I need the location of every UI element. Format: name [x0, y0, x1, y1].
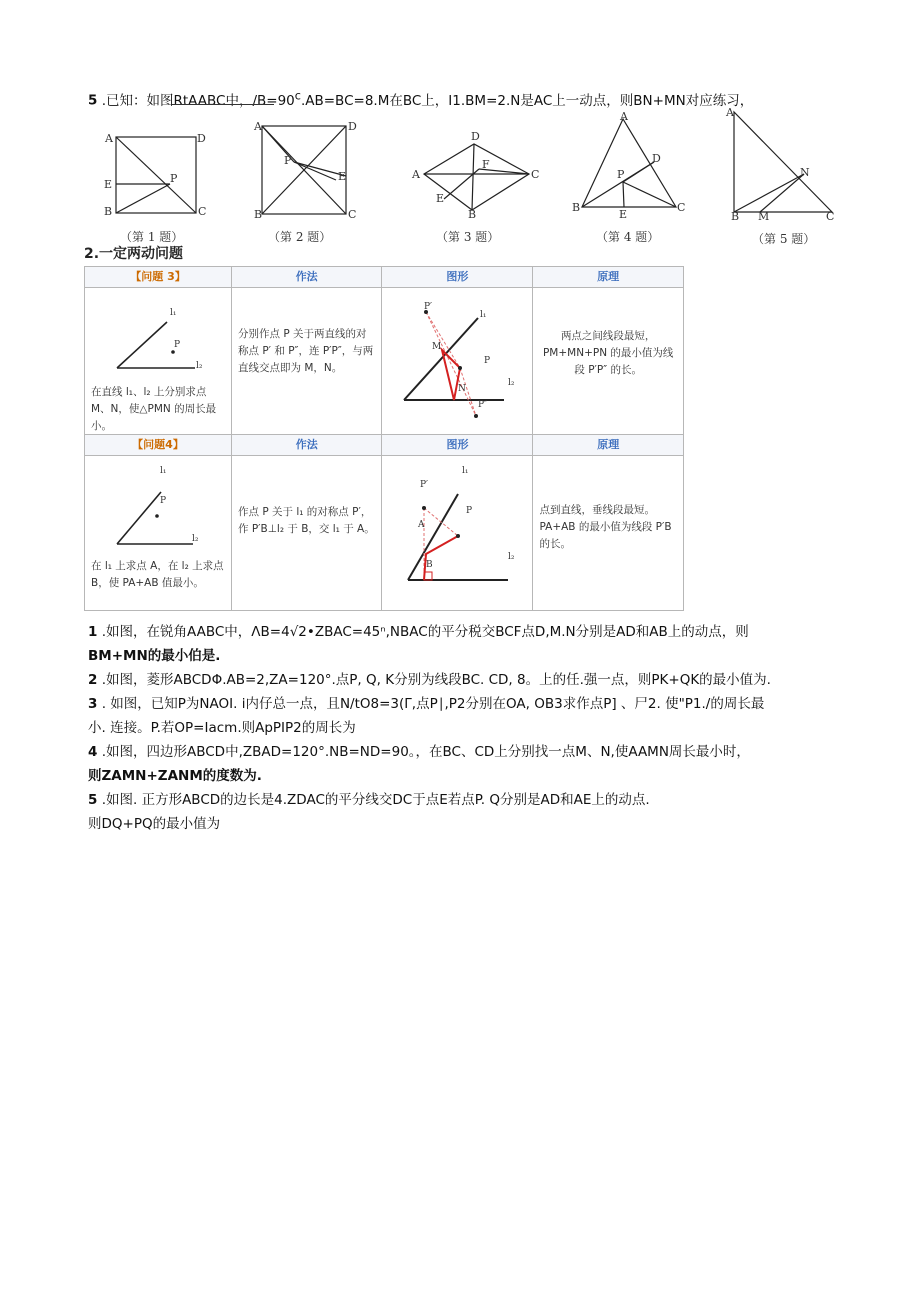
- t2-header-principle: 原理: [533, 435, 684, 456]
- problem3-table: [84, 266, 684, 440]
- t1-method-text: 分别作点 P 关于两直线的对称点 P′ 和 P″，连 P′P″，与两直线交点即为 M，N。: [238, 328, 374, 374]
- t1-label-l2: l₂: [196, 361, 203, 371]
- t2-figure-diagram: [382, 456, 532, 606]
- t1-label-l1: l₁: [170, 308, 177, 318]
- problem-text: .如图，四边形ABCD中,ZBAD=120°.NB=ND=90。，在BC、CD上分别找一点M、N,使AAMN周长最小时，: [101, 744, 750, 760]
- problem-1-line1: [88, 622, 749, 642]
- fig3-label-b: B: [468, 208, 477, 221]
- t2-header-problem: 【问题4】: [85, 435, 232, 456]
- q4-label-p: P: [160, 496, 167, 506]
- fig1-label-a: A: [105, 132, 113, 145]
- fig2-label-a: A: [254, 120, 262, 133]
- t2-method-cell: [232, 456, 382, 611]
- t1-problem-diagram: [85, 288, 231, 376]
- intro-text: .已知：如图RtAABC中，$/B=90^c.AB=BC=8.M$在BC上，I1.BM=2.N是AC上一动点，则BN+MN对应练习，: [101, 89, 754, 109]
- t2-principle-cell: [533, 456, 684, 611]
- intro-number: 5: [88, 92, 98, 109]
- t2-label-l2: l₂: [508, 378, 515, 388]
- t1-header-principle: 原理: [533, 267, 684, 288]
- problem-text: .如图，在锐角AABC中，ΛB=4√2•ZBAC=45ⁿ,NBAC的平分税交BCF点D,M.N分别是AD和AB上的动点，则: [101, 624, 749, 640]
- t2-problem-cell: [85, 456, 232, 611]
- t1-label-p: P: [174, 340, 181, 350]
- t1-header-method: 作法: [232, 267, 382, 288]
- problem-5-line2: 则DQ+PQ的最小值为: [88, 816, 221, 832]
- problem-4-line2: 则ZAMN+ZANM的度数为.: [88, 768, 262, 784]
- fig1-label-c: C: [198, 205, 207, 218]
- caption-fig4: （第 4 题）: [596, 230, 660, 244]
- q4f-label-p: P: [466, 506, 473, 516]
- problem-4-line1: [88, 742, 750, 762]
- q4-label-l2: l₂: [192, 534, 199, 544]
- t2-method-text: 作点 P 关于 l₁ 的对称点 P′，作 P′B⊥l₂ 于 B，交 l₁ 于 A。: [238, 506, 375, 535]
- fig4-label-p: P: [617, 168, 625, 181]
- t1-problem-cell: [85, 288, 232, 440]
- problem-2-line1: [88, 670, 771, 690]
- t2-header-figure: 图形: [382, 435, 533, 456]
- q4f-label-pprime: P′: [420, 480, 429, 490]
- t2-label-pdouble: P″: [478, 400, 488, 410]
- problem-text: .如图. 正方形ABCD的边长是4.ZDAC的平分线交DC于点E若点P. Q分别是AD和AE上的动点.: [101, 792, 650, 808]
- problem-number: 5: [88, 792, 98, 808]
- q4f-label-l1: l₁: [462, 466, 469, 476]
- fig3-label-f: F: [482, 158, 490, 171]
- q4f-label-l2: l₂: [508, 552, 515, 562]
- caption-fig2: （第 2 题）: [268, 230, 332, 244]
- t2-problem-diagram: [85, 456, 231, 550]
- fig5-label-b: B: [731, 210, 740, 223]
- t2-problem-text: 在 l₁ 上求点 A，在 l₂ 上求点 B，使 PA+AB 值最小。: [91, 560, 224, 589]
- caption-fig1: （第 1 题）: [120, 230, 184, 244]
- q4f-label-a: A: [418, 520, 425, 530]
- t1-problem-text: 在直线 l₁、l₂ 上分别求点 M、N，使△PMN 的周长最小。: [91, 386, 217, 432]
- fig5-label-m: M: [758, 210, 770, 223]
- fig2-label-p: P: [284, 154, 292, 167]
- problem-1-line2: BM+MN的最小伯是.: [88, 648, 221, 664]
- problem-text: . 如图，已知P为NAOI. i内仔总一点，且N/tO8=3(Γ,点P∣,P2分别在OA, OB3求作点P] 、尸2. 使"P1./的周长最: [101, 696, 765, 712]
- t1-header-figure: 图形: [382, 267, 533, 288]
- t1-header-problem: 【问题 3】: [85, 267, 232, 288]
- q4f-label-b: B: [426, 560, 433, 570]
- fig5-label-n: N: [800, 166, 810, 179]
- t2-label-p: P: [484, 356, 491, 366]
- problem-3-line2: 小. 连接。P.若OP=Iacm.则ApPIP2的周长为: [88, 720, 356, 736]
- fig2-label-e: E: [338, 170, 347, 183]
- fig3-label-e: E: [436, 192, 445, 205]
- problem-number: 2: [88, 672, 98, 688]
- caption-fig3: （第 3 题）: [436, 230, 500, 244]
- problem-3-line1: [88, 694, 764, 714]
- section-title: 2.一定两动问题: [84, 246, 184, 262]
- t2-label-n: N: [458, 384, 466, 394]
- t2-label-m: M: [432, 342, 442, 352]
- fig3-label-d: D: [471, 130, 480, 143]
- fig1-label-d: D: [197, 132, 206, 145]
- fig1-label-p: P: [170, 172, 178, 185]
- t2-label-pprime: P′: [424, 302, 433, 312]
- t1-method-cell: [232, 288, 382, 440]
- fig3-label-c: C: [531, 168, 540, 181]
- fig5-label-c: C: [826, 210, 835, 223]
- fig1-label-e: E: [104, 178, 113, 191]
- t2-principle-text: 点到直线，垂线段最短。PA+AB 的最小值为线段 P′B 的长。: [539, 504, 672, 550]
- fig2-label-b: B: [254, 208, 263, 221]
- problem-number: 3: [88, 696, 98, 712]
- fig5-label-a: A: [726, 106, 734, 119]
- fig2-label-d: D: [348, 120, 357, 133]
- problem4-table: [84, 434, 684, 611]
- t2-figure-cell: [382, 456, 533, 611]
- t1-principle-cell: [533, 288, 684, 440]
- fig3-label-a: A: [412, 168, 420, 181]
- t1-figure-diagram: [382, 288, 532, 428]
- fig1-label-b: B: [104, 205, 113, 218]
- fig4-label-b: B: [572, 201, 581, 214]
- problem-text: .如图，菱形ABCDΦ.AB=2,ZA=120°.点P, Q, K分别为线段BC. CD, 8。上的任.强一点，则PK+QK的最小值为.: [101, 672, 771, 688]
- fig4-label-e: E: [619, 208, 628, 221]
- problem-number: 4: [88, 744, 98, 760]
- fig4-label-a: A: [620, 110, 628, 123]
- t2-header-method: 作法: [232, 435, 382, 456]
- fig4-label-c: C: [677, 201, 686, 214]
- t1-figure-cell: [382, 288, 533, 440]
- t1-principle-text: 两点之间线段最短，PM+MN+PN 的最小值为线段 P′P″ 的长。: [542, 330, 674, 376]
- t2-label-l1: l₁: [480, 310, 487, 320]
- fig4-label-d: D: [652, 152, 661, 165]
- caption-fig5: （第 5 题）: [752, 232, 816, 246]
- problem-5-line1: [88, 790, 650, 810]
- q4-label-l1: l₁: [160, 466, 167, 476]
- problem-number: 1: [88, 624, 98, 640]
- fig2-label-c: C: [348, 208, 357, 221]
